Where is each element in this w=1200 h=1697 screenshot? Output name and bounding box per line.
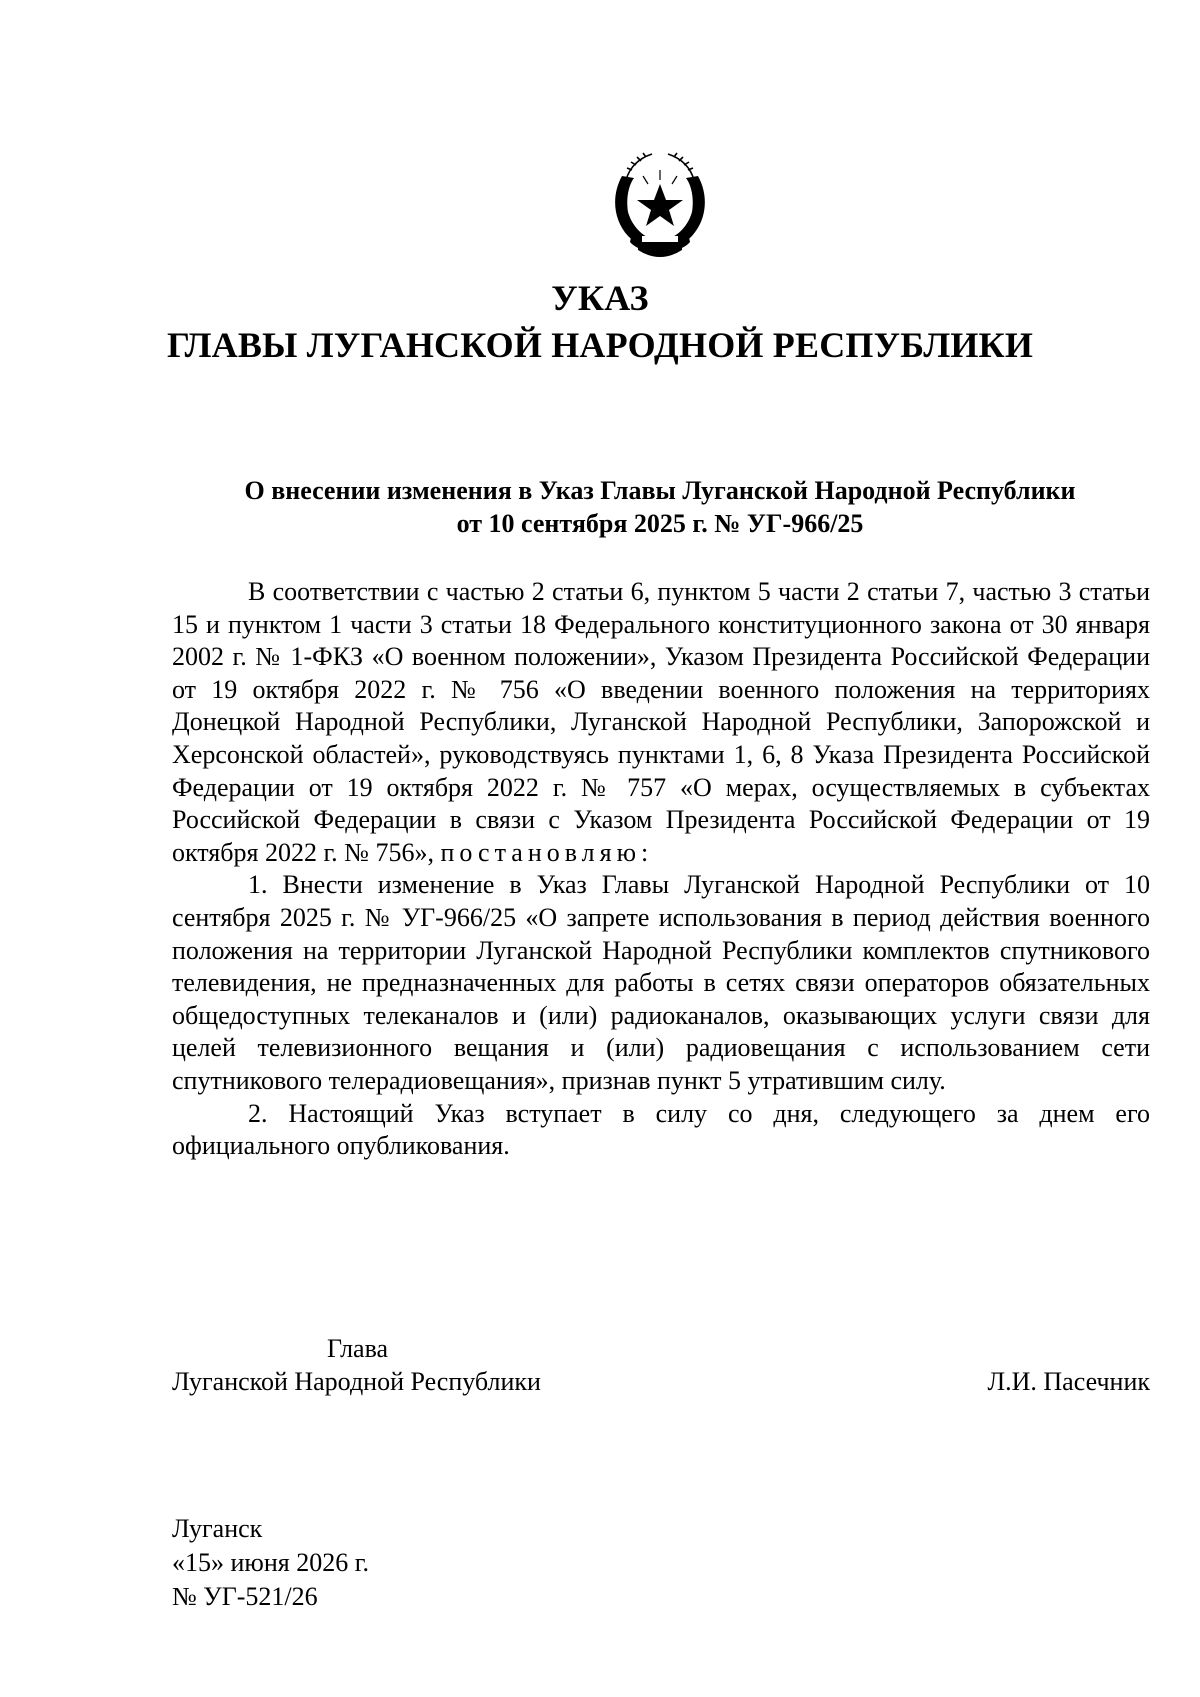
subject-line-1: О внесении изменения в Указ Главы Луганской Народной Республики [244, 476, 1076, 505]
preamble-text: В соответствии с частью 2 статьи 6, пунктом 5 части 2 статьи 7, частью 3 статьи 15 и пунктом 1 части 3 статьи 18 Федерального конституционного закона от 30 января 2002 г. № 1-ФКЗ «О военном положении», Указом Президента Российской Федерации от 19 октября 2022 г. № 756 «О введении военного положения на территориях Донецкой Народной Республики, Луганской Народной Республики, Запорожской и Херсонской областей», руководствуясь пунктами 1, 6, 8 Указа Президента Российской Федерации от 19 октября 2022 г. № 757 «О мерах, осуществляемых в субъектах Российской Федерации в связи с Указом Президента Российской Федерации от 19 октября 2022 г. № 756», [172, 577, 1150, 867]
signatory-position-line2: Луганской Народной Республики [172, 1367, 541, 1396]
preamble-paragraph [172, 576, 1150, 869]
decree-word: постановляю: [440, 837, 654, 867]
issuing-authority-title: ГЛАВЫ ЛУГАНСКОЙ НАРОДНОЙ РЕСПУБЛИКИ [166, 325, 1034, 365]
decree-body [172, 576, 1150, 1163]
document-type-title: УКАЗ [551, 278, 649, 318]
footer-city: Луганск [172, 1514, 263, 1543]
footer-date: «15» июня 2026 г. [172, 1548, 369, 1577]
item-2-paragraph: 2. Настоящий Указ вступает в силу со дня, следующего за днем его официального опубликования. [172, 1098, 1150, 1161]
footer-number: № УГ-521/26 [172, 1582, 318, 1611]
document-footer [172, 1512, 369, 1614]
subject-line-2: от 10 сентября 2025 г. № УГ-966/25 [456, 509, 864, 538]
signatory-name: Л.И. Пасечник [987, 1367, 1150, 1396]
signatory-position-line1: Глава [327, 1334, 389, 1363]
item-1-paragraph: 1. Внести изменение в Указ Главы Луганской Народной Республики от 10 сентября 2025 г. № УГ-966/25 «О запрете использования в период действия военного положения на территории Луганской Народной Республики комплектов спутникового телевидения, не предназначенных для работы в сетях связи операторов обязательных общедоступных телеканалов и (или) радиоканалов, оказывающих услуги связи для целей телевизионного вещания и (или) радиовещания с использованием сети спутникового телерадиовещания», признав пункт 5 утратившим силу. [172, 870, 1150, 1095]
coat-of-arms-icon [598, 140, 722, 264]
